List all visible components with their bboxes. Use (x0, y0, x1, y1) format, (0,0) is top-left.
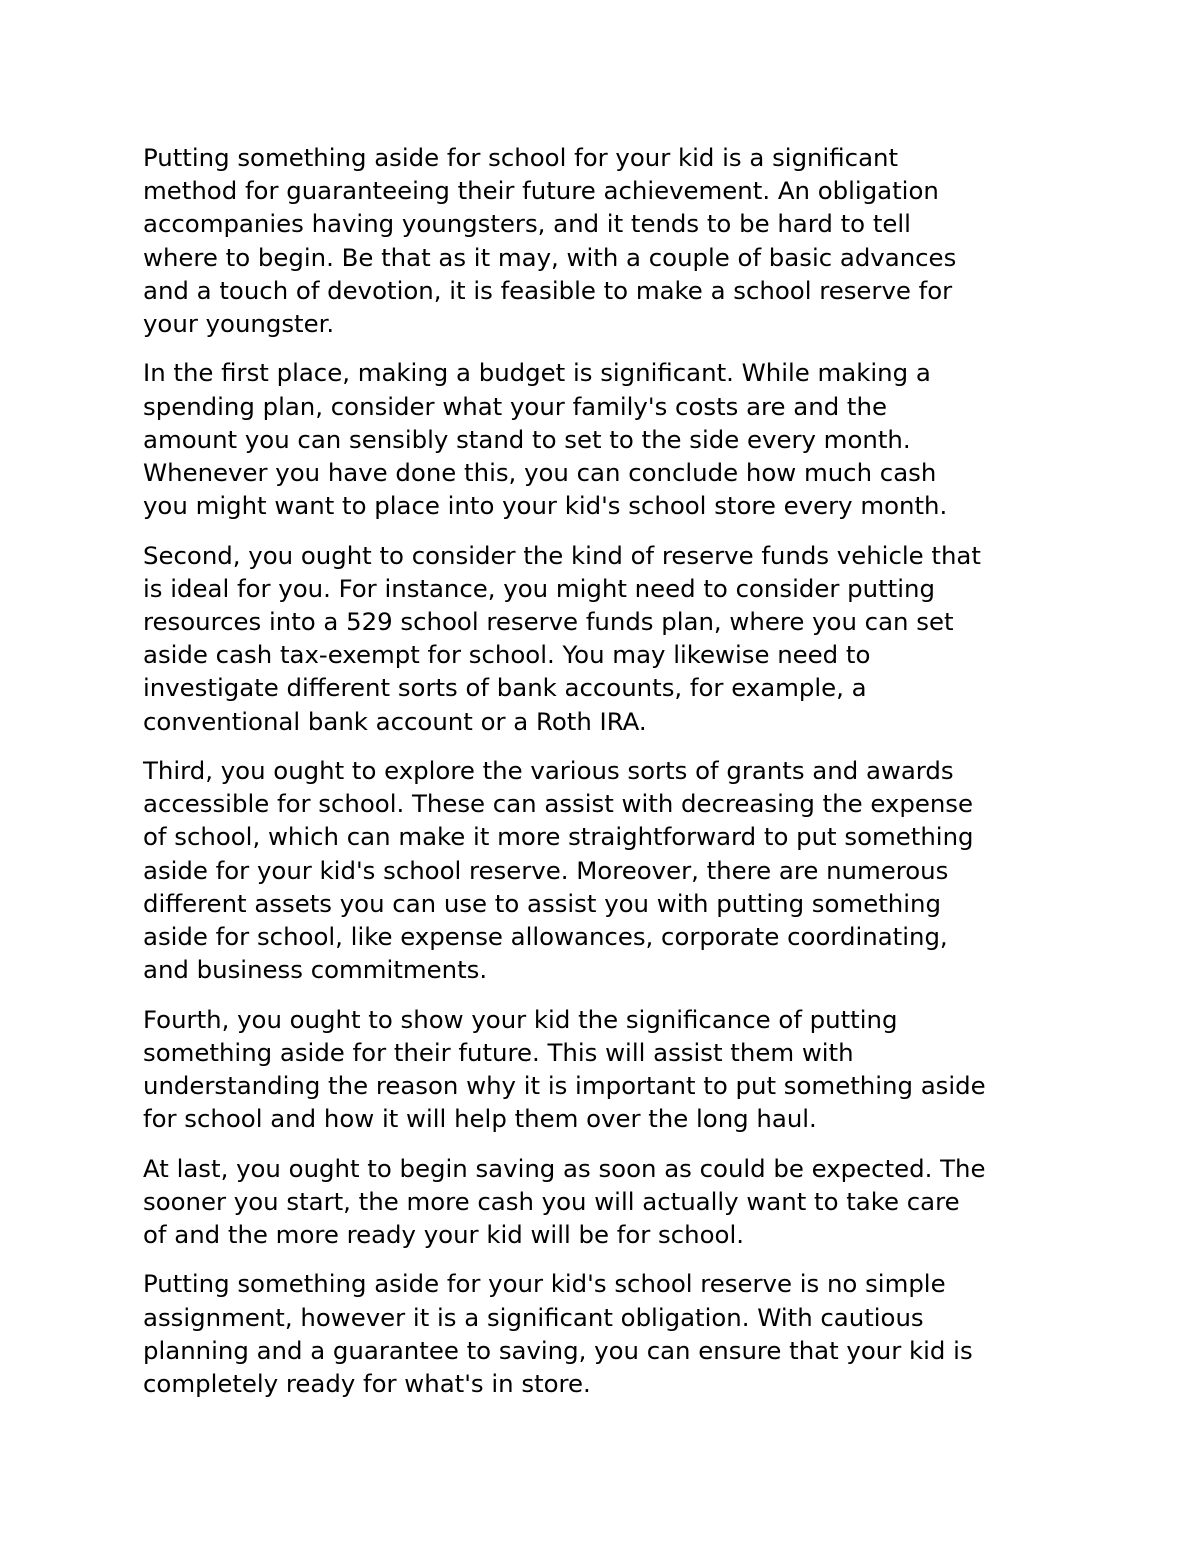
text-line: something aside for their future. This will assist them with (143, 1037, 854, 1067)
text-line: Putting something aside for your kid's school reserve is no simple (143, 1269, 946, 1299)
text-line: investigate different sorts of bank accounts, for example, a (143, 673, 867, 703)
text-line: Putting something aside for school for your kid is a significant (143, 143, 899, 172)
text-line: At last, you ought to begin saving as soon as could be expected. The (143, 1153, 986, 1183)
text-line: planning and a guarantee to saving, you can ensure that your kid is (143, 1335, 973, 1365)
text-line: Second, you ought to consider the kind of reserve funds vehicle that (143, 540, 981, 570)
text-line: sooner you start, the more cash you will actually want to take care (143, 1186, 960, 1216)
text-line: Whenever you have done this, you can conclude how much cash (143, 458, 937, 488)
text-line: and business commitments. (143, 955, 488, 985)
text-line: of school, which can make it more straightforward to put something (143, 822, 974, 852)
text-line: conventional bank account or a Roth IRA. (143, 706, 647, 736)
text-line: you might want to place into your kid's school store every month. (143, 491, 948, 521)
text-line: In the first place, making a budget is significant. While making a (143, 358, 931, 388)
text-line: where to begin. Be that as it may, with a couple of basic advances (143, 242, 957, 272)
text-line: resources into a 529 school reserve funds plan, where you can set (143, 607, 954, 637)
text-line: your youngster. (143, 309, 335, 339)
paragraph-4 (143, 754, 1063, 986)
text-line: aside for school, like expense allowances, corporate coordinating, (143, 922, 948, 952)
text-line: and a touch of devotion, it is feasible to make a school reserve for (143, 275, 953, 305)
document-body (143, 141, 1063, 1416)
paragraph-6 (143, 1152, 1063, 1252)
text-line: completely ready for what's in store. (143, 1369, 591, 1399)
text-line: aside cash tax-exempt for school. You may likewise need to (143, 640, 871, 670)
paragraph-2 (143, 356, 1063, 522)
text-line: amount you can sensibly stand to set to the side every month. (143, 424, 911, 454)
paragraph-5 (143, 1003, 1063, 1136)
text-line: spending plan, consider what your family's costs are and the (143, 391, 887, 421)
text-line: accompanies having youngsters, and it tends to be hard to tell (143, 209, 911, 239)
text-line: for school and how it will help them over the long haul. (143, 1104, 817, 1134)
text-line: of and the more ready your kid will be for school. (143, 1220, 744, 1250)
text-line: understanding the reason why it is important to put something aside (143, 1071, 986, 1101)
text-line: is ideal for you. For instance, you might need to consider putting (143, 573, 935, 603)
text-line: Third, you ought to explore the various sorts of grants and awards (143, 756, 954, 786)
paragraph-1 (143, 141, 1063, 340)
text-line: assignment, however it is a significant obligation. With cautious (143, 1302, 924, 1332)
text-line: aside for your kid's school reserve. Moreover, there are numerous (143, 855, 949, 885)
text-line: different assets you can use to assist you with putting something (143, 888, 941, 918)
paragraph-3 (143, 539, 1063, 738)
text-line: method for guaranteeing their future achievement. An obligation (143, 176, 939, 206)
text-line: Fourth, you ought to show your kid the significance of putting (143, 1004, 898, 1034)
text-line: accessible for school. These can assist with decreasing the expense (143, 789, 974, 819)
paragraph-7 (143, 1267, 1063, 1400)
